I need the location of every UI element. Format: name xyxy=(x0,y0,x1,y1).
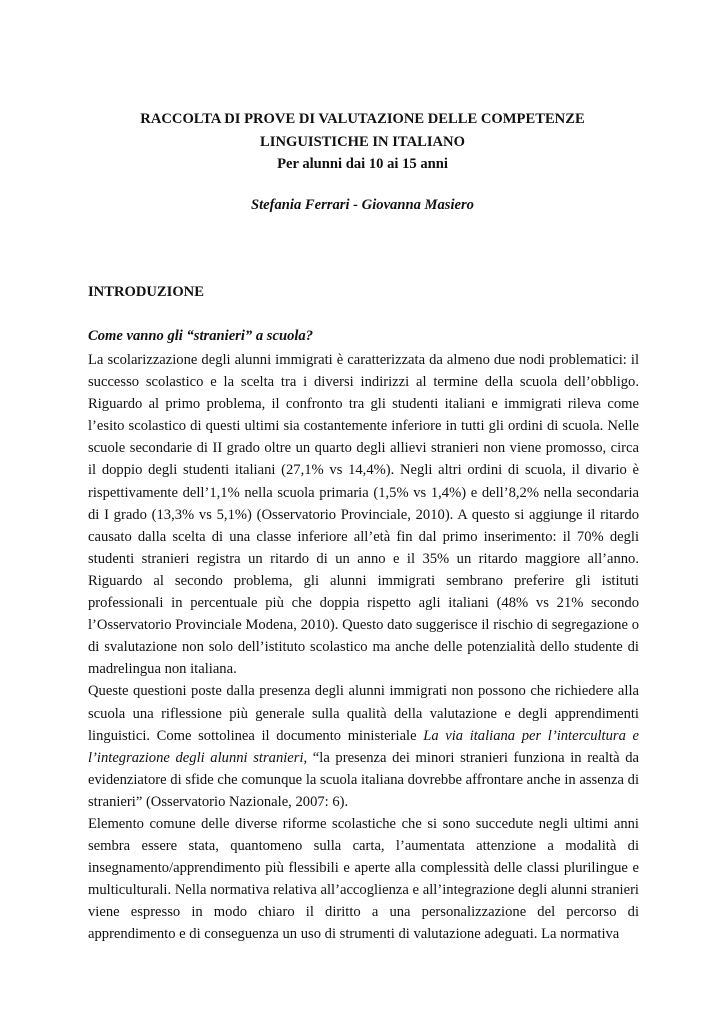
title-line-1: RACCOLTA DI PROVE DI VALUTAZIONE DELLE COMPETENZE xyxy=(140,111,585,127)
paragraph-1: La scolarizzazione degli alunni immigrati è caratterizzata da almeno due nodi problematici: il successo scolastico e la scelta tra i diversi indirizzi al termine della scuola dell’obbligo. Riguardo al primo problema, il confronto tra gli studenti italiani e immigrati rileva come l’esito scolastico di questi ultimi sia costantemente inferiore in tutti gli ordini di scuola. Nelle scuole secondarie di II grado oltre un quarto degli allievi stranieri non viene promosso, circa il doppio degli studenti italiani (27,1% vs 14,4%). Negli altri ordini di scuola, il divario è rispettivamente dell’1,1% nella scuola primaria (1,5% vs 1,4%) e dell’8,2% nella secondaria di I grado (13,3% vs 5,1%) (Osservatorio Provinciale, 2010). A questo si aggiunge il ritardo causato dalla scelta di una classe inferiore all’età fin dal primo inserimento: il 70% degli studenti stranieri registra un ritardo di un anno e il 35% un ritardo maggiore all’anno. Riguardo al secondo problema, gli alunni immigrati sembrano preferire gli istituti professionali in percentuale più che doppia rispetto agli italiani (48% vs 21% secondo l’Osservatorio Provinciale Modena, 2010). Questo dato suggerisce il rischio di segregazione o di svalutazione non solo dell’istituto scolastico ma anche delle potenzialità dello studente di madrelingua non italiana. xyxy=(88,352,639,678)
paragraph-3: Elemento comune delle diverse riforme scolastiche che si sono succedute negli ultimi anni sembra essere stata, quantomeno sulla carta, l’aumentata attenzione a modalità di insegnamento/apprendimento più flessibili e aperte alla complessità delle classi plurilingue e multiculturali. Nella normativa relativa all’accoglienza e all’integrazione degli alunni stranieri viene espresso in modo chiaro il diritto a una personalizzazione del percorso di apprendimento e di conseguenza un uso di strumenti di valutazione adeguati. La normativa xyxy=(88,815,639,943)
document-subtitle: Per alunni dai 10 ai 15 anni xyxy=(277,156,448,172)
paragraph-2-text-after: , “la presenza dei minori stranieri funziona in realtà da evidenziatore di sfide che comunque la scuola italiana dovrebbe affrontare anche in assenza di stranieri” (Osservatorio Nazionale, 2007: 6). xyxy=(88,749,639,810)
title-line-2: LINGUISTICHE IN ITALIANO xyxy=(260,133,465,150)
section-heading: INTRODUZIONE xyxy=(88,284,204,300)
paragraph-2 xyxy=(88,680,639,813)
authors: Stefania Ferrari - Giovanna Masiero xyxy=(251,197,474,213)
paragraph-2-text-before: Queste questioni poste dalla presenza degli alunni immigrati non possono che richiedere alla scuola una riflessione più generale sulla qualità della valutazione e degli apprendimenti linguistici. Come sottolinea il documento ministeriale xyxy=(88,683,639,744)
body-text xyxy=(88,349,639,946)
subheading: Come vanno gli “stranieri” a scuola? xyxy=(88,328,314,344)
document-title xyxy=(88,108,637,176)
document-title-citation: La via italiana per l’intercultura e l’integrazione degli alunni stranieri xyxy=(88,727,639,766)
